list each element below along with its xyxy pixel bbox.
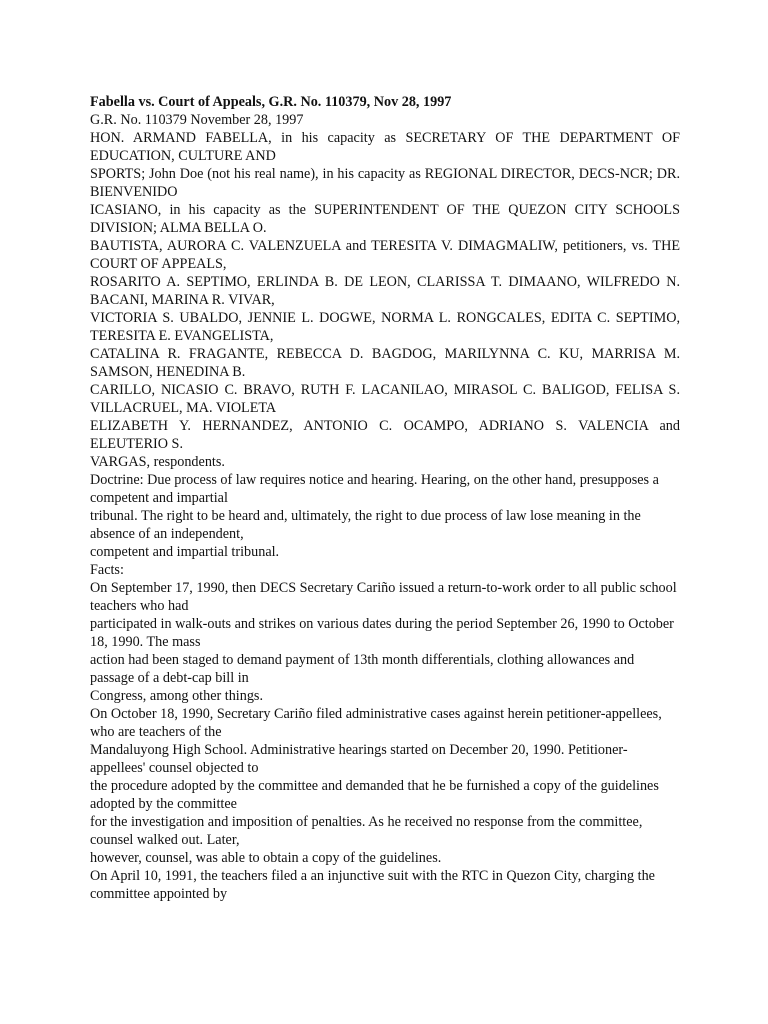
case-reference-line: G.R. No. 110379 November 28, 1997 bbox=[90, 112, 304, 128]
doctrine-text: tribunal. The right to be heard and, ultimately, the right to due process of law lose meaning in the absence of an independent, bbox=[90, 508, 641, 542]
facts-paragraph: On April 10, 1991, the teachers filed a an injunctive suit with the RTC in Quezon City, charging the committee appointed by bbox=[90, 868, 655, 902]
facts-paragraph: Congress, among other things. bbox=[90, 688, 263, 704]
facts-paragraph: the procedure adopted by the committee and demanded that he be furnished a copy of the guidelines adopted by the committee bbox=[90, 778, 659, 812]
facts-paragraph: however, counsel, was able to obtain a copy of the guidelines. bbox=[90, 850, 442, 866]
respondents-text: VICTORIA S. UBALDO, JENNIE L. DOGWE, NORMA L. RONGCALES, EDITA C. SEPTIMO, TERESITA E. EVANGELISTA, bbox=[90, 310, 680, 344]
facts-paragraph: participated in walk-outs and strikes on various dates during the period September 26, 1990 to October 18, 1990. The mass bbox=[90, 616, 674, 650]
petitioners-text: SPORTS; John Doe (not his real name), in his capacity as REGIONAL DIRECTOR, DECS-NCR; DR. BIENVENIDO bbox=[90, 166, 680, 200]
petitioners-text: HON. ARMAND FABELLA, in his capacity as SECRETARY OF THE DEPARTMENT OF EDUCATION, CULTURE AND bbox=[90, 130, 680, 164]
doctrine-text: Doctrine: Due process of law requires notice and hearing. Hearing, on the other hand, presupposes a competent and impartial bbox=[90, 472, 659, 506]
facts-heading: Facts: bbox=[90, 562, 124, 578]
facts-paragraph: On September 17, 1990, then DECS Secretary Cariño issued a return-to-work order to all public school teachers who had bbox=[90, 580, 677, 614]
respondents-text: ROSARITO A. SEPTIMO, ERLINDA B. DE LEON, CLARISSA T. DIMAANO, WILFREDO N. BACANI, MARINA R. VIVAR, bbox=[90, 274, 680, 308]
facts-paragraph: for the investigation and imposition of penalties. As he received no response from the committee, counsel walked out. Later, bbox=[90, 814, 643, 848]
respondents-text: CARILLO, NICASIO C. BRAVO, RUTH F. LACANILAO, MIRASOL C. BALIGOD, FELISA S. VILLACRUEL, MA. VIOLETA bbox=[90, 382, 680, 416]
document-title: Fabella vs. Court of Appeals, G.R. No. 110379, Nov 28, 1997 bbox=[90, 94, 452, 110]
respondents-text: ELIZABETH Y. HERNANDEZ, ANTONIO C. OCAMPO, ADRIANO S. VALENCIA and ELEUTERIO S. bbox=[90, 418, 680, 452]
doctrine-text: competent and impartial tribunal. bbox=[90, 544, 280, 560]
facts-paragraph: Mandaluyong High School. Administrative hearings started on December 20, 1990. Petitioner-appellees' counsel objected to bbox=[90, 742, 628, 776]
petitioners-text: ICASIANO, in his capacity as the SUPERINTENDENT OF THE QUEZON CITY SCHOOLS DIVISION; ALMA BELLA O. bbox=[90, 202, 680, 236]
facts-paragraph: action had been staged to demand payment of 13th month differentials, clothing allowances and passage of a debt-cap bill in bbox=[90, 652, 635, 686]
respondents-text: VARGAS, respondents. bbox=[90, 454, 225, 470]
document-page bbox=[90, 93, 680, 903]
respondents-text: CATALINA R. FRAGANTE, REBECCA D. BAGDOG, MARILYNNA C. KU, MARRISA M. SAMSON, HENEDINA B. bbox=[90, 346, 680, 380]
petitioners-text: BAUTISTA, AURORA C. VALENZUELA and TERESITA V. DIMAGMALIW, petitioners, vs. THE COURT OF APPEALS, bbox=[90, 238, 680, 272]
facts-paragraph: On October 18, 1990, Secretary Cariño filed administrative cases against herein petitioner-appellees, who are teachers of the bbox=[90, 706, 662, 740]
